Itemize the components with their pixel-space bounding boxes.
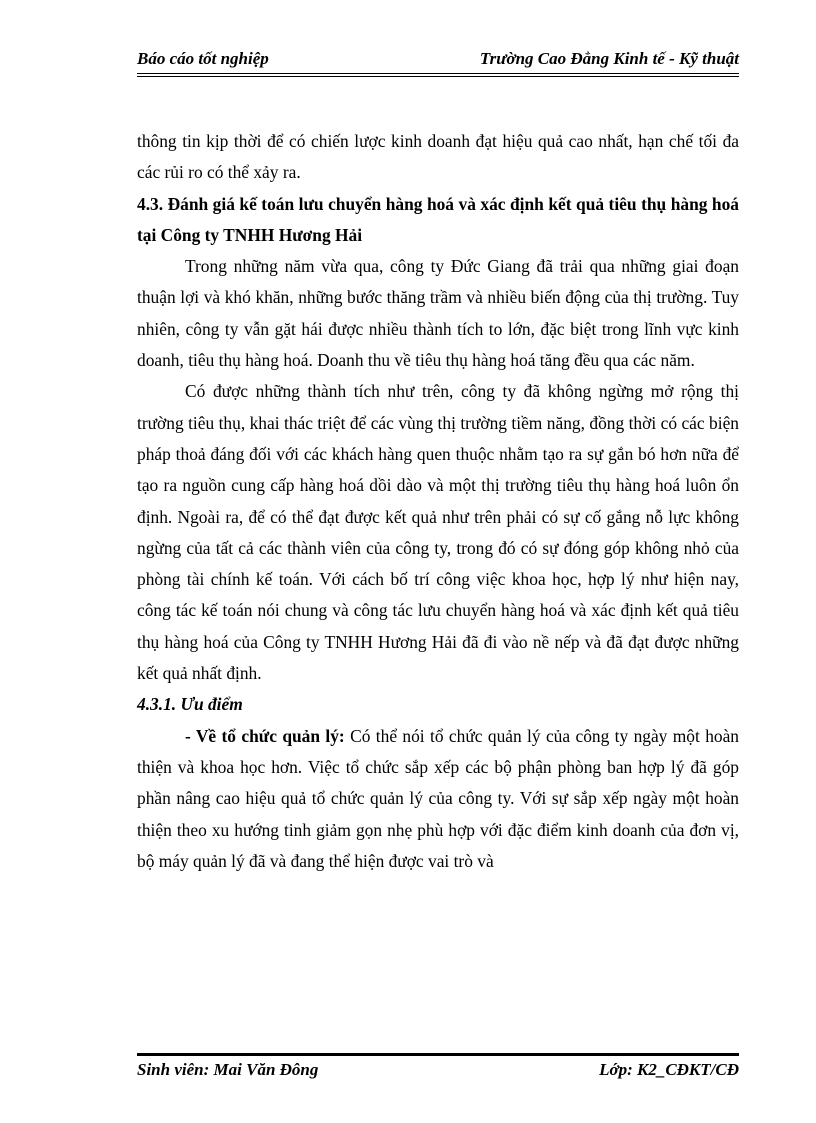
- paragraph-3-text: Có thể nói tổ chức quản lý của công ty ngày một hoàn thiện và khoa học hơn. Việc tổ chức sắp xếp các bộ phận phòng ban hợp lý đã góp phần nâng cao hiệu quả tổ chức quản lý của công ty. Với sự sắp xếp ngày một hoàn thiện theo xu hướng tinh giảm gọn nhẹ phù hợp với đặc điểm kinh doanh của đơn vị, bộ máy quản lý đã và đang thể hiện được vai trò và: [137, 725, 740, 871]
- page-header: [137, 47, 739, 77]
- header-school-name: Trường Cao Đẳng Kinh tế - Kỹ thuật: [479, 49, 739, 68]
- paragraph-3: [137, 721, 739, 877]
- page-footer: [137, 1053, 739, 1084]
- footer-student-name: Sinh viên: Mai Văn Đông: [137, 1060, 319, 1079]
- paragraph-1: Trong những năm vừa qua, công ty Đức Giang đã trải qua những giai đoạn thuận lợi và khó khăn, những bước thăng trầm và nhiều biến động của thị trường. Tuy nhiên, công ty vẫn gặt hái được nhiều thành tích to lớn, đặc biệt trong lĩnh vực kinh doanh, tiêu thụ hàng hoá. Doanh thu về tiêu thụ hàng hoá tăng đều qua các năm.: [137, 256, 739, 371]
- page-body: [137, 126, 739, 877]
- footer-class-code: Lớp: K2_CĐKT/CĐ: [599, 1060, 739, 1079]
- section-heading: 4.3. Đánh giá kế toán lưu chuyển hàng hoá và xác định kết quả tiêu thụ hàng hoá tại Công ty TNHH Hương Hải: [137, 193, 739, 245]
- paragraph-3-lead: - Về tổ chức quản lý:: [185, 725, 345, 746]
- header-report-title: Báo cáo tốt nghiệp: [137, 49, 269, 68]
- paragraph-2: Có được những thành tích như trên, công ty đã không ngừng mở rộng thị trường tiêu thụ, khai thác triệt để các vùng thị trường tiềm năng, đồng thời có các biện pháp thoả đáng đối với các khách hàng quen thuộc nhằm tạo ra sự gắn bó hơn nữa để tạo ra nguồn cung cấp hàng hoá dồi dào và một thị trường tiêu thụ hàng hoá luôn ổn định. Ngoài ra, để có thể đạt được kết quả như trên phải có sự cố gắng nỗ lực không ngừng của tất cả các thành viên của công ty, trong đó có sự đóng góp không nhỏ của phòng tài chính kế toán. Với cách bố trí công việc khoa học, hợp lý như hiện nay, công tác kế toán nói chung và công tác lưu chuyển hàng hoá và xác định kết quả tiêu thụ hàng hoá của Công ty TNHH Hương Hải đã đi vào nề nếp và đã đạt được những kết quả nhất định.: [137, 381, 739, 684]
- subsection-heading: 4.3.1. Ưu điểm: [137, 694, 243, 715]
- continued-paragraph: thông tin kịp thời để có chiến lược kinh doanh đạt hiệu quả cao nhất, hạn chế tối đa các rủi ro có thể xảy ra.: [137, 131, 739, 183]
